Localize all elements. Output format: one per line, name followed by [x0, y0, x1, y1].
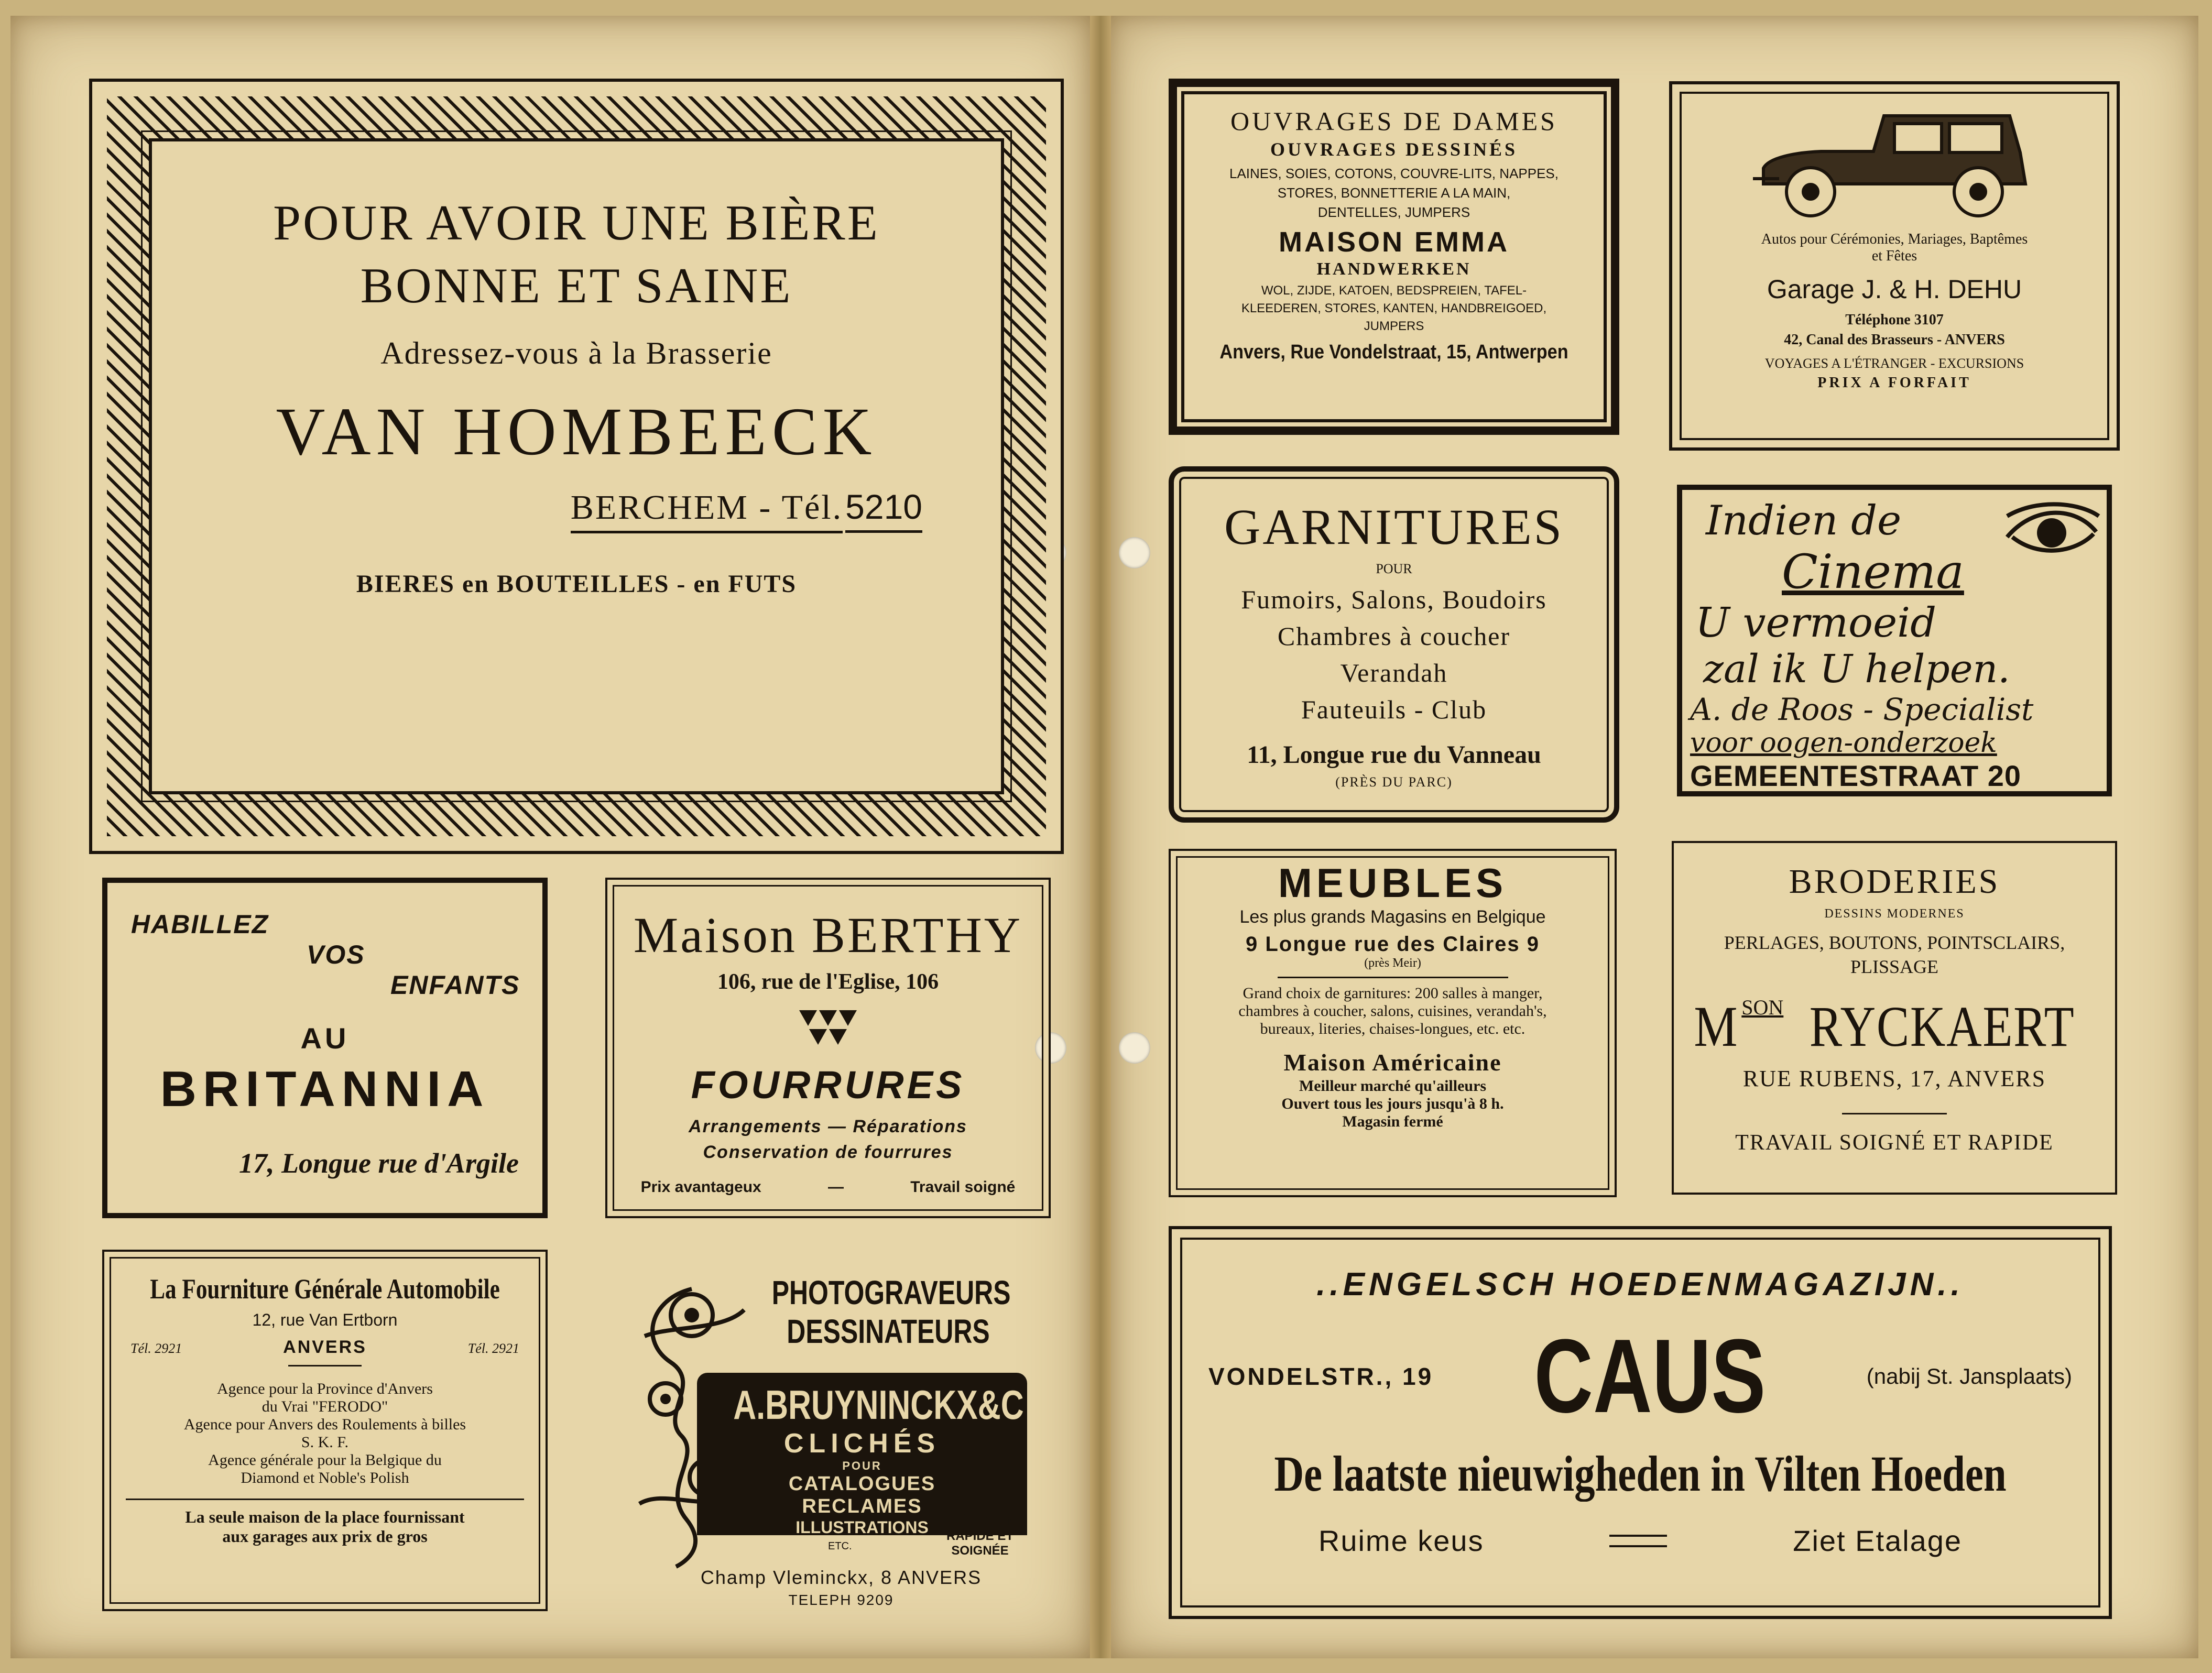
ryckaert-line-2: DESSINS MODERNES — [1824, 907, 1965, 921]
maison-emma-ad — [1169, 79, 1619, 435]
britannia-line-1: HABILLEZ — [131, 910, 269, 939]
garnitures-pour: POUR — [1376, 561, 1412, 576]
page-gutter — [1090, 16, 1111, 1658]
berthy-work: Travail soigné — [910, 1178, 1016, 1196]
ryckaert-title: BRODERIES — [1789, 862, 2000, 901]
berthy-services-1: Arrangements — Réparations — [689, 1117, 967, 1136]
meubles-line-9: Meilleur marché qu'ailleurs — [1299, 1077, 1487, 1095]
fourniture-line-11: aux garages aux prix de gros — [222, 1527, 428, 1546]
emma-line-3: LAINES, SOIES, COTONS, COUVRE-LITS, NAPPES, — [1229, 166, 1559, 181]
caus-near: (nabij St. Jansplaats) — [1866, 1364, 2072, 1388]
eye-icon — [2002, 500, 2101, 568]
bruyninckx-execution — [922, 1514, 1038, 1558]
double-rule — [1609, 1535, 1667, 1547]
caus-footer — [1172, 1524, 2109, 1558]
fourniture-phone-left: Tél. 2921 — [130, 1341, 182, 1356]
garnitures-address: 11, Longue rue du Vanneau — [1247, 741, 1541, 769]
headline-line-1: POUR AVOIR UNE BIÈRE — [273, 195, 880, 250]
bruyninckx-illustrations: ILLUSTRATIONS — [796, 1518, 929, 1537]
ad-inner-frame — [149, 138, 1004, 794]
fourniture-title: La Fourniture Générale Automobile — [150, 1273, 500, 1305]
emma-line-7: HANDWERKEN — [1316, 259, 1472, 279]
meubles-line-8: Maison Américaine — [1283, 1049, 1502, 1076]
berthy-footer — [607, 1178, 1049, 1196]
emma-line-8: WOL, ZIJDE, KATOEN, BEDSPREIEN, TAFEL- — [1261, 283, 1527, 298]
emma-line-4: STORES, BONNETTERIE A LA MAIN, — [1277, 185, 1511, 201]
emma-line-9: KLEEDEREN, STORES, KANTEN, HANDBREIGOED, — [1241, 301, 1547, 315]
de-roos-line-5: A. de Roos - Specialist — [1690, 692, 2034, 727]
emma-line-2: OUVRAGES DESSINÉS — [1270, 139, 1518, 160]
meubles-near: (près Meir) — [1364, 956, 1421, 970]
fourniture-city: ANVERS — [283, 1337, 367, 1357]
ryckaert-ad — [1672, 841, 2117, 1195]
emma-address: Anvers, Rue Vondelstraat, 15, Antwerpen — [1219, 341, 1568, 363]
garnitures-line-6: Fauteuils - Club — [1301, 695, 1487, 724]
bruyninckx-line-2: DESSINATEURS — [787, 1313, 990, 1350]
ryckaert-line-7: TRAVAIL SOIGNÉ ET RAPIDE — [1735, 1131, 2054, 1155]
dehu-line-7: PRIX A FORFAIT — [1817, 375, 1971, 391]
caus-name: CAUS — [1534, 1318, 1766, 1435]
binder-hole — [1119, 537, 1150, 568]
britannia-au: AU — [300, 1022, 350, 1055]
bruyninckx-line-11: RAPIDE ET — [946, 1529, 1014, 1543]
berthy-address: 106, rue de l'Eglise, 106 — [717, 970, 939, 994]
fourniture-line-6: Agence pour Anvers des Roulements à billes — [183, 1416, 466, 1433]
fourniture-line-9: Diamond et Noble's Polish — [241, 1469, 409, 1486]
fourniture-phone-right: Tél. 2921 — [467, 1341, 519, 1356]
berthy-fourrures: FOURRURES — [691, 1063, 965, 1107]
de-roos-line-3: U vermoeid — [1695, 599, 1937, 647]
maison-berthy-ad — [605, 878, 1051, 1218]
fourniture-line-5: du Vrai "FERODO" — [261, 1398, 388, 1415]
brasserie-van-hombeeck-ad — [89, 79, 1064, 854]
bruyninckx-name: A.BRUYNINCKX&C — [733, 1382, 1024, 1428]
divider — [288, 1365, 362, 1366]
de-roos-line-1: Indien de — [1706, 497, 1902, 544]
berthy-dash: — — [828, 1178, 844, 1196]
de-roos-line-2: Cinema — [1782, 544, 1964, 599]
fourniture-street: 12, rue Van Ertborn — [252, 1310, 398, 1329]
dehu-phone: Téléphone 3107 — [1845, 312, 1944, 328]
ryckaert-name-row — [1674, 993, 2115, 1060]
meubles-address: 9 Longue rue des Claires 9 — [1245, 933, 1540, 956]
fourniture-automobile-ad — [102, 1250, 548, 1611]
bruyninckx-line-12: SOIGNÉE — [951, 1544, 1009, 1558]
caus-line-4a: Ruime keus — [1318, 1524, 1484, 1557]
ryckaert-name: RYCKAERT — [1810, 994, 2075, 1058]
caus-line-3: De laatste nieuwigheden in Vilten Hoeden — [1274, 1446, 2007, 1502]
bruyninckx-pour: POUR — [842, 1459, 882, 1472]
caus-street: VONDELSTR., 19 — [1208, 1363, 1434, 1390]
ryckaert-son: SON — [1741, 996, 1784, 1019]
de-roos-line-6: voor oogen-onderzoek — [1690, 727, 1997, 759]
car-icon — [1748, 100, 2041, 221]
phone-number: 5210 — [845, 487, 922, 533]
divider — [126, 1499, 524, 1500]
bruyninckx-ad — [629, 1268, 1038, 1635]
dehu-address: 42, Canal des Brasseurs - ANVERS — [1784, 332, 2005, 348]
dehu-line-1: Autos pour Cérémonies, Mariages, Baptêmes — [1761, 231, 2028, 247]
meubles-line-5: Grand choix de garnitures: 200 salles à manger, — [1243, 985, 1543, 1002]
location-label: BERCHEM - Tél. — [571, 488, 843, 533]
britannia-address: 17, Longue rue d'Argile — [238, 1147, 519, 1179]
garnitures-near: (PRÈS DU PARC) — [1335, 774, 1453, 790]
meubles-line-2: Les plus grands Magasins en Belgique — [1239, 907, 1546, 927]
emma-name: MAISON EMMA — [1279, 226, 1509, 258]
garnitures-title: GARNITURES — [1224, 499, 1564, 555]
dehu-line-6: VOYAGES A L'ÉTRANGER - EXCURSIONS — [1764, 356, 2024, 371]
berthy-prices: Prix avantageux — [640, 1178, 761, 1196]
de-roos-line-4: zal ik U helpen. — [1703, 647, 2010, 692]
garage-dehu-ad — [1669, 81, 2120, 451]
dehu-name: Garage J. & H. DEHU — [1767, 275, 2022, 304]
caus-name-row — [1172, 1318, 2109, 1435]
britannia-name: BRITANNIA — [160, 1061, 490, 1117]
meubles-line-10: Ouvert tous les jours jusqu'à 8 h. — [1281, 1095, 1504, 1112]
berthy-services-2: Conservation de fourrures — [703, 1142, 953, 1162]
bruyninckx-etc: ETC. — [828, 1540, 852, 1552]
berthy-name: Maison BERTHY — [633, 907, 1023, 963]
bruyninckx-address: Champ Vleminckx, 8 ANVERS — [700, 1567, 982, 1588]
bruyninckx-line-1: PHOTOGRAVEURS — [771, 1274, 1011, 1311]
garnitures-ad — [1169, 466, 1619, 823]
britannia-line-3: ENFANTS — [390, 970, 520, 1000]
caus-line-4b: Ziet Etalage — [1793, 1524, 1963, 1557]
headline-line-2: BONNE ET SAINE — [360, 258, 793, 313]
britannia-line-2: VOS — [307, 940, 365, 969]
britannia-ad — [102, 878, 548, 1218]
de-roos-ad — [1677, 485, 2112, 796]
bruyninckx-reclames: RECLAMES — [802, 1495, 922, 1517]
bruyninckx-cliches: CLICHÉS — [783, 1428, 941, 1459]
triangles-ornament-icon — [799, 1010, 857, 1047]
ryckaert-m: M — [1694, 994, 1738, 1058]
caus-line-1: ..ENGELSCH HOEDENMAGAZIJN.. — [1316, 1266, 1964, 1303]
meubles-line-11: Magasin fermé — [1342, 1113, 1443, 1130]
bruyninckx-header — [739, 1273, 1038, 1351]
caus-ad — [1169, 1226, 2112, 1619]
bottles-barrels: BIERES en BOUTEILLES - en FUTS — [356, 570, 797, 598]
address-intro: Adressez-vous à la Brasserie — [380, 336, 772, 370]
divider — [1842, 1113, 1947, 1114]
meubles-title: MEUBLES — [1278, 860, 1508, 906]
binder-hole — [1119, 1032, 1150, 1064]
de-roos-address: GEMEENTESTRAAT 20 — [1690, 759, 2022, 792]
ryckaert-address: RUE RUBENS, 17, ANVERS — [1742, 1066, 2046, 1091]
emma-line-10: JUMPERS — [1364, 319, 1424, 333]
bruyninckx-phone: TELEPH 9209 — [788, 1592, 894, 1608]
fourniture-line-7: S. K. F. — [301, 1434, 349, 1451]
garnitures-line-4: Chambres à coucher — [1277, 621, 1511, 651]
meubles-ad — [1169, 849, 1617, 1197]
bruyninckx-line-10: EXÉCUTION — [943, 1514, 1017, 1528]
ryckaert-line-3: PERLAGES, BOUTONS, POINTSCLAIRS, — [1724, 932, 2065, 953]
emma-line-5: DENTELLES, JUMPERS — [1317, 204, 1470, 220]
garnitures-line-5: Verandah — [1340, 658, 1448, 687]
phone-line — [152, 487, 1001, 528]
ryckaert-line-4: PLISSAGE — [1850, 956, 1939, 977]
bruyninckx-black-panel — [697, 1373, 1027, 1535]
fourniture-phone-row — [104, 1330, 546, 1358]
meubles-line-6: chambres à coucher, salons, cuisines, verandah's, — [1238, 1002, 1547, 1020]
garnitures-line-3: Fumoirs, Salons, Boudoirs — [1241, 585, 1547, 614]
emma-line-1: OUVRAGES DE DAMES — [1230, 106, 1557, 136]
dehu-line-2: et Fêtes — [1871, 248, 1917, 264]
brewery-name: VAN HOMBEECK — [276, 394, 877, 469]
fourniture-line-8: Agence générale pour la Belgique du — [208, 1451, 442, 1469]
meubles-line-7: bureaux, literies, chaises-longues, etc. etc. — [1260, 1020, 1525, 1037]
divider — [1278, 977, 1508, 978]
fourniture-line-10: La seule maison de la place fournissant — [185, 1507, 465, 1526]
bruyninckx-catalogues: CATALOGUES — [788, 1473, 936, 1495]
fourniture-line-4: Agence pour la Province d'Anvers — [217, 1380, 433, 1397]
